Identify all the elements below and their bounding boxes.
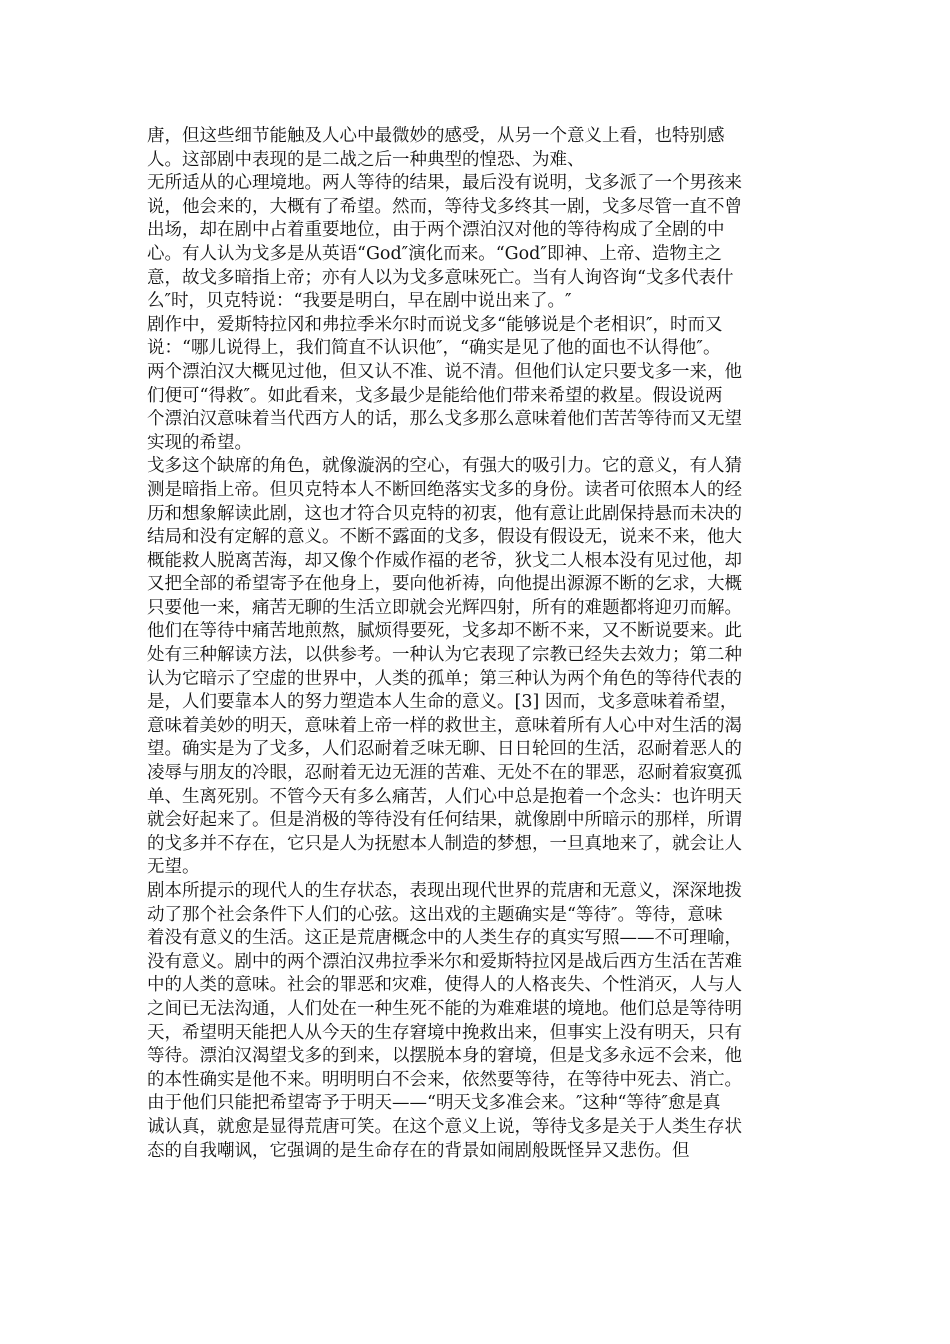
text-line: 由于他们只能把希望寄予于明天——“明天戈多准会来。″这种“等待″愈是真 — [147, 1093, 721, 1114]
text-line: 们便可“得救″。如此看来，戈多最少是能给他们带来希望的救星。假设说两 — [147, 385, 723, 406]
text-line: 测是暗指上帝。但贝克特本人不断回绝落实戈多的身份。读者可依照本人的经 — [147, 479, 742, 500]
text-line: 概能救人脱离苦海，却又像个作威作福的老爷，狄戈二人根本没有见过他，却 — [147, 550, 742, 571]
text-line: 人。这部剧中表现的是二战之后一种典型的惶恐、为难、 — [147, 149, 585, 170]
text-line: 么″时，贝克特说：“我要是明白，早在剧中说出来了。″ — [147, 291, 572, 312]
text-line: 动了那个社会条件下人们的心弦。这出戏的主题确实是“等待″。等待，意味 — [147, 904, 723, 925]
text-line: 等待。漂泊汉渴望戈多的到来，以摆脱本身的窘境，但是戈多永远不会来，他 — [147, 1046, 742, 1067]
text-line: 单、生离死别。不管今天有多么痛苦，人们心中总是抱着一个念头：也许明天 — [147, 786, 742, 807]
text-line: 说：“哪儿说得上，我们简直不认识他″，“确实是见了他的面也不认得他″。 — [147, 338, 721, 359]
text-line: 心。有人认为戈多是从英语“God″演化而来。“God″即神、上帝、造物主之 — [147, 243, 722, 264]
text-line: 处有三种解读方法，以供参考。一种认为它表现了宗教已经失去效力；第二种 — [147, 645, 742, 666]
text-line: 实现的希望。 — [147, 432, 252, 453]
text-line: 中的人类的意味。社会的罪恶和灾难，使得人的人格丧失、个性消灭，人与人 — [147, 975, 742, 996]
text-line: 两个漂泊汉大概见过他，但又认不准、说不清。但他们认定只要戈多一来，他 — [147, 361, 742, 382]
text-line: 戈多这个缺席的角色，就像漩涡的空心，有强大的吸引力。它的意义，有人猜 — [147, 456, 742, 477]
text-line: 态的自我嘲讽，它强调的是生命存在的背景如闹剧般既怪异又悲伤。但 — [147, 1140, 690, 1161]
text-line: 唐，但这些细节能触及人心中最微妙的感受，从另一个意义上看，也特别感 — [147, 126, 725, 146]
text-line: 天，希望明天能把人从今天的生存窘境中挽救出来，但事实上没有明天，只有 — [147, 1022, 742, 1043]
text-line: 诚认真，就愈是显得荒唐可笑。在这个意义上说，等待戈多是关于人类生存状 — [147, 1116, 742, 1137]
text-line: 结局和没有定解的意义。不断不露面的戈多，假设有假设无，说来不来，他大 — [147, 527, 742, 548]
text-line: 凌辱与朋友的冷眼，忍耐着无边无涯的苦难、无处不在的罪恶，忍耐着寂寞孤 — [147, 763, 742, 784]
text-line: 认为它暗示了空虚的世界中，人类的孤单；第三种认为两个角色的等待代表的 — [147, 668, 742, 689]
text-line: 说，他会来的，大概有了希望。然而，等待戈多终其一剧，戈多尽管一直不曾 — [147, 196, 742, 217]
text-line: 着没有意义的生活。这正是荒唐概念中的人类生存的真实写照——不可理喻， — [147, 928, 742, 949]
text-line: 的本性确实是他不来。明明明白不会来，依然要等待，在等待中死去、消亡。 — [147, 1069, 742, 1090]
text-line: 剧作中，爱斯特拉冈和弗拉季米尔时而说戈多“能够说是个老相识″，时而又 — [147, 314, 723, 335]
text-line: 历和想象解读此剧，这也才符合贝克特的初衷，他有意让此剧保持悬而未决的 — [147, 503, 742, 524]
text-line: 他们在等待中痛苦地煎熬，腻烦得要死，戈多却不断不来，又不断说要来。此 — [147, 621, 742, 642]
text-line: 无所适从的心理境地。两人等待的结果，最后没有说明，戈多派了一个男孩来 — [147, 173, 742, 194]
text-line: 意，故戈多暗指上帝；亦有人以为戈多意味死亡。当有人询咨询“戈多代表什 — [147, 267, 734, 288]
text-line: 的戈多并不存在，它只是人为抚慰本人制造的梦想，一旦真地来了，就会让人 — [147, 833, 742, 854]
text-line: 之间已无法沟通，人们处在一种生死不能的为难难堪的境地。他们总是等待明 — [147, 998, 742, 1019]
text-line: 无望。 — [147, 857, 200, 878]
text-line: 没有意义。剧中的两个漂泊汉弗拉季米尔和爱斯特拉冈是战后西方生活在苦难 — [147, 951, 742, 972]
text-line: 出场，却在剧中占着重要地位，由于两个漂泊汉对他的等待构成了全剧的中 — [147, 220, 725, 241]
text-line: 个漂泊汉意味着当代西方人的话，那么戈多那么意味着他们苦苦等待而又无望 — [147, 409, 742, 430]
text-line: 就会好起来了。但是消极的等待没有任何结果，就像剧中所暗示的那样，所谓 — [147, 810, 742, 831]
text-line: 剧本所提示的现代人的生存状态，表现出现代世界的荒唐和无意义，深深地拨 — [147, 881, 742, 901]
text-line: 望。确实是为了戈多，人们忍耐着乏味无聊、日日轮回的生活，忍耐着恶人的 — [147, 739, 742, 760]
text-line: 是，人们要靠本人的努力塑造本人生命的意义。[3] 因而，戈多意味着希望， — [147, 692, 738, 713]
body-text — [147, 125, 807, 1163]
text-line: 意味着美妙的明天，意味着上帝一样的救世主，意味着所有人心中对生活的渴 — [147, 715, 742, 736]
text-line: 又把全部的希望寄予在他身上，要向他祈祷，向他提出源源不断的乞求，大概 — [147, 574, 742, 595]
text-line: 只要他一来，痛苦无聊的生活立即就会光辉四射，所有的难题都将迎刃而解。 — [147, 597, 742, 618]
